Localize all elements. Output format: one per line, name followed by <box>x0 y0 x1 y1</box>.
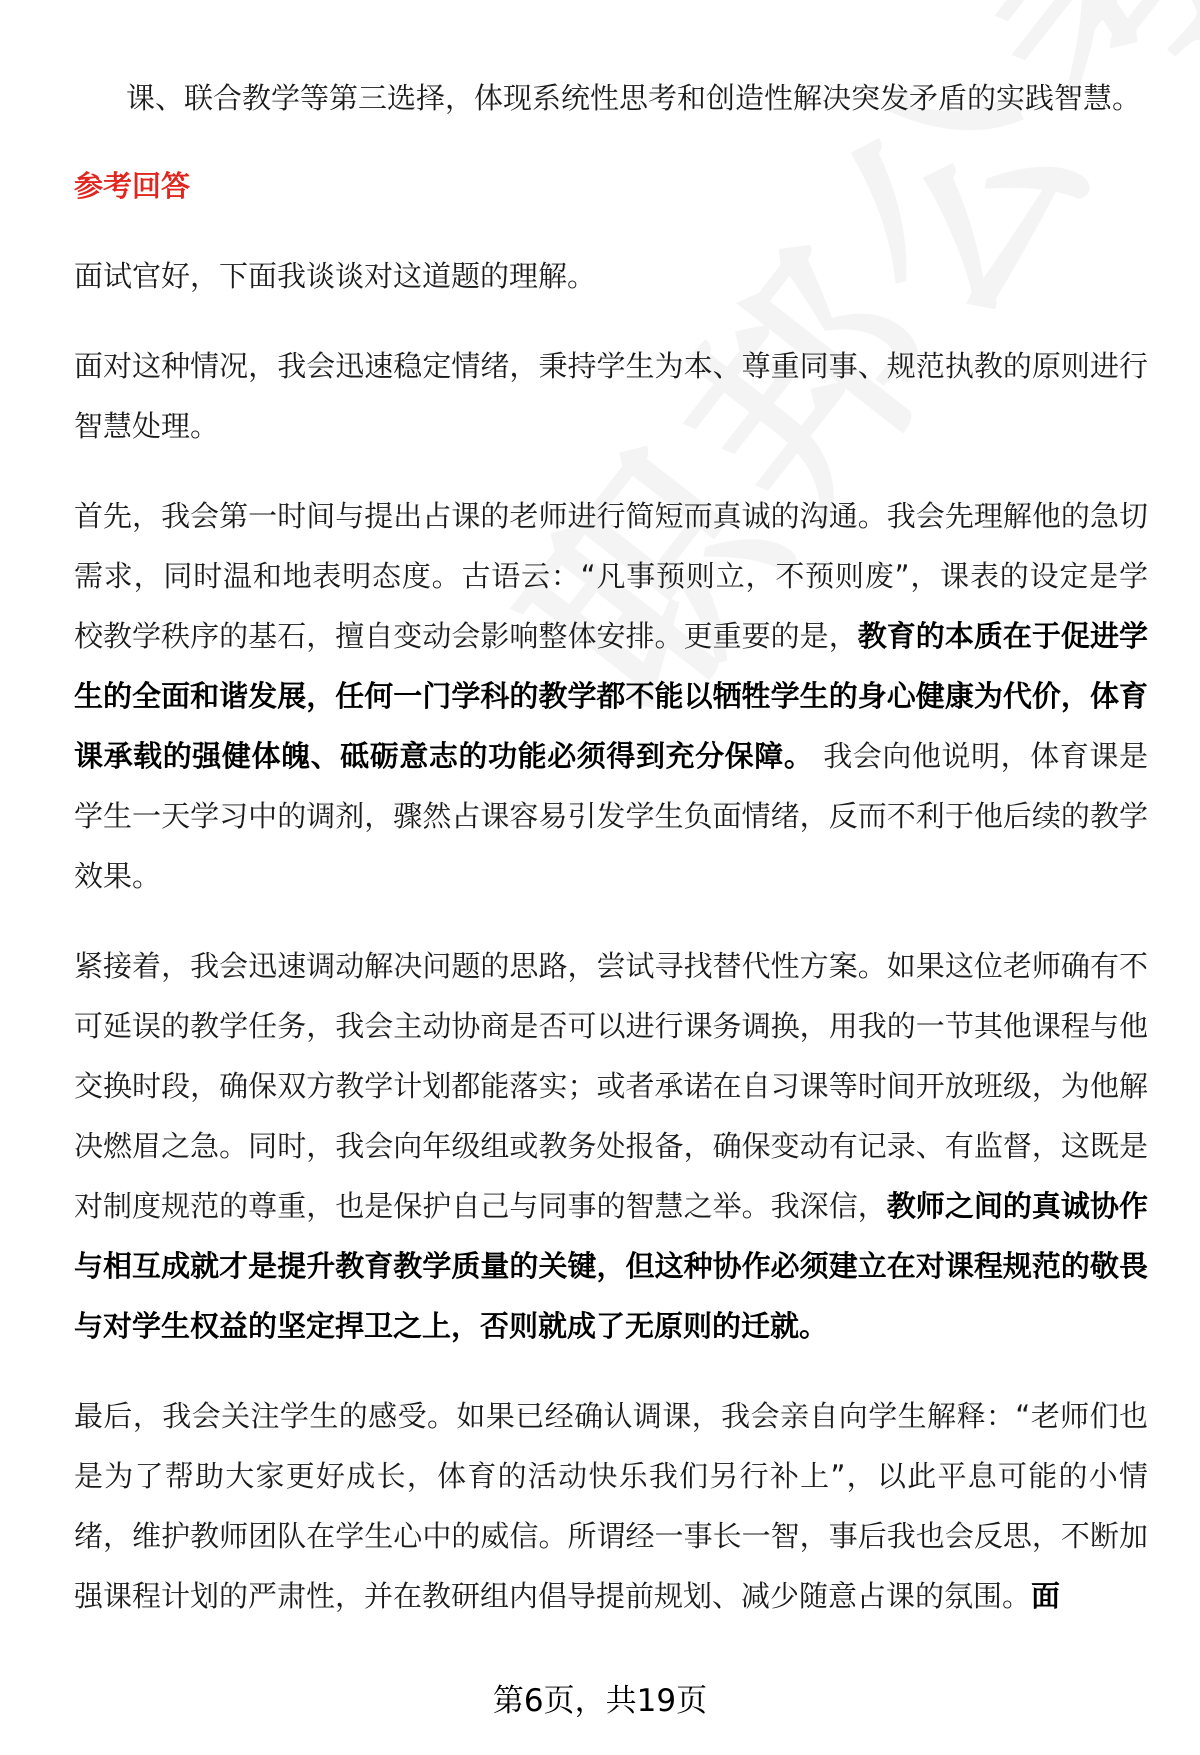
page-number: 第6页，共19页 <box>492 1683 708 1719</box>
second-step-paragraph <box>74 936 1148 1356</box>
text-span: 最后，我会关注学生的感受。如果已经确认调课，我会亲自向学生解释：“老师们也是为了帮助大家更好成长，体育的活动快乐我们另行补上”，以此平息可能的小情绪，维护教师团队在学生心中的威信。所谓经一事长一智，事后我也会反思，不断加强课程计划的严肃性，并在教研组内倡导提前规划、减少随意占课的氛围。 <box>74 1399 1148 1613</box>
first-step-paragraph <box>74 486 1148 906</box>
bold-emphasis: 教育的本质在于促进学生的全面和谐发展，任何一门学科的教学都不能以牺牲学生的身心健康为代价，体育课承载的强健体魄、砥砺意志的功能必须得到充分保障。 <box>74 619 1148 773</box>
section-heading: 参考回答 <box>74 169 191 203</box>
text-span: 紧接着，我会迅速调动解决问题的思路，尝试寻找替代性方案。如果这位老师确有不可延误的教学任务，我会主动协商是否可以进行课务调换，用我的一节其他课程与他交换时段，确保双方教学计划都能落实；或者承诺在自习课等时间开放班级，为他解决燃眉之急。同时，我会向年级组或教务处报备，确保变动有记录、有监督，这既是对制度规范的尊重，也是保护自己与同事的智慧之举。我深信， <box>74 949 1148 1223</box>
intro-paragraph: 面试官好，下面我谈谈对这道题的理解。 <box>74 259 597 293</box>
document-body <box>74 68 1148 1626</box>
text-span: 我会向他说明，体育课是学生一天学习中的调剂，骤然占课容易引发学生负面情绪，反而不利于他后续的教学效果。 <box>74 739 1148 893</box>
final-step-paragraph <box>74 1386 1148 1626</box>
bold-emphasis: 面 <box>1031 1579 1061 1613</box>
principle-paragraph: 面对这种情况，我会迅速稳定情绪，秉持学生为本、尊重同事、规范执教的原则进行智慧处理。 <box>74 349 1148 443</box>
continuation-paragraph: 课、联合教学等第三选择，体现系统性思考和创造性解决突发矛盾的实践智慧。 <box>126 81 1142 115</box>
bold-emphasis: 教师之间的真诚协作与相互成就才是提升教育教学质量的关键，但这种协作必须建立在对课程规范的敬畏与对学生权益的坚定捍卫之上，否则就成了无原则的迁就。 <box>74 1189 1148 1343</box>
text-span: 首先，我会第一时间与提出占课的老师进行简短而真诚的沟通。我会先理解他的急切需求，同时温和地表明态度。古语云：“凡事预则立，不预则废”，课表的设定是学校教学秩序的基石，擅自变动会影响整体安排。更重要的是， <box>74 499 1148 653</box>
